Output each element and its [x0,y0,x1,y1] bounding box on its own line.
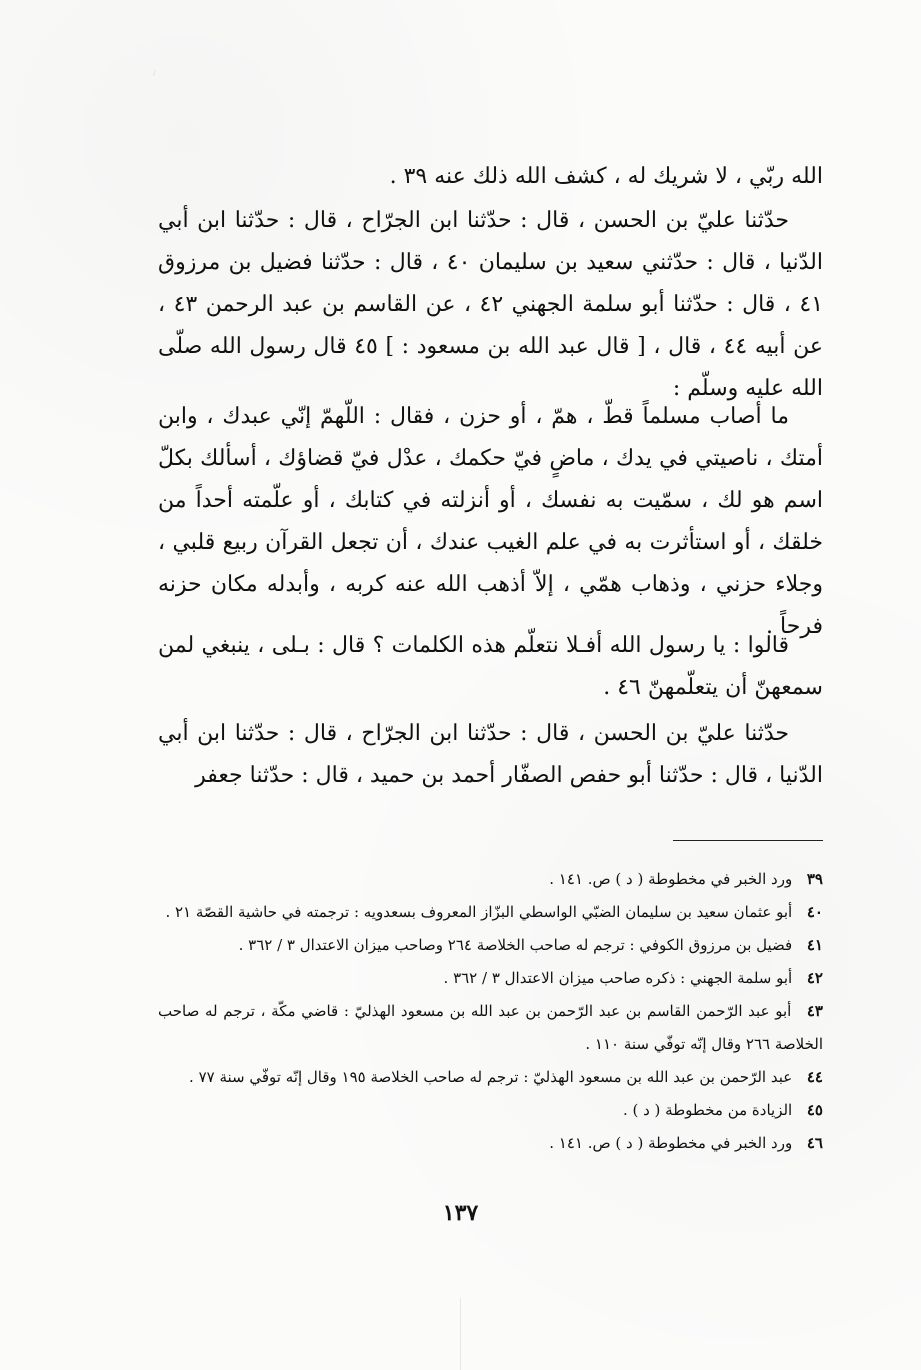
footnote-44 [158,1061,823,1094]
footnote-text: الزيادة من مخطوطة ( د ) . [622,1101,793,1119]
scan-artifact-mark [153,70,156,76]
page-number: ١٣٧ [442,1200,479,1226]
paragraph-1: الله ربّي ، لا شريك له ، كشف الله ذلك عنه ٣٩ . [389,164,823,189]
footnote-text: فضيل بن مرزوق الكوفي : ترجم له صاحب الخلاصة ٢٦٤ وصاحب ميزان الاعتدال ٣ / ٣٦٢ . [238,936,793,954]
scan-artifact-line [460,1298,461,1370]
paragraph-4: قالوا : يا رسول الله أفـلا نتعلّم هذه الكلمات ؟ قال : بـلى ، ينبغي لمن سمعهنّ أن يتعلّمهنّ ٤٦ . [158,633,823,700]
footnote-number: ٤٣ [806,1002,823,1020]
footnote-39 [158,863,823,896]
footnote-number: ٤٢ [806,969,823,987]
footnote-45 [158,1094,823,1127]
footnote-text: أبو سلمة الجهني : ذكره صاحب ميزان الاعتدال ٣ / ٣٦٢ . [443,969,793,987]
footnote-text: ورد الخبر في مخطوطة ( د ) ص. ١٤١ . [549,870,793,888]
footnote-41 [158,929,823,962]
footnote-42 [158,962,823,995]
main-text-block [158,156,823,198]
isnad-paragraph [158,200,823,410]
footnotes-section [158,863,823,1160]
footnote-text: عبد الرّحمن بن عبد الله بن مسعود الهذليّ : ترجم له صاحب الخلاصة ١٩٥ وقال إنّه توفّي سنة ٧٧ . [189,1068,793,1086]
footnote-number: ٣٩ [806,870,823,888]
footnote-number: ٤٥ [806,1101,823,1119]
footnote-number: ٤٦ [806,1134,823,1152]
paragraph-5: حدّثنا عليّ بن الحسن ، قال : حدّثنا ابن الجرّاح ، قال : حدّثنا ابن أبي الدّنيا ، قال : حدّثنا أبو حفص الصفّار أحمد بن حميد ، قال : حدّثنا جعفر [158,721,823,788]
paragraph-2: حدّثنا عليّ بن الحسن ، قال : حدّثنا ابن الجرّاح ، قال : حدّثنا ابن أبي الدّنيا ، قال : حدّثني سعيد بن سليمان ٤٠ ، قال : حدّثنا فضيل بن مرزوق ٤١ ، قال : حدّثنا أبو سلمة الجهني ٤٢ ، عن القاسم بن عبد الرحمن ٤٣ ، عن أبيه ٤٤ ، قال ، [ قال عبد الله بن مسعود : ] ٤٥ قال رسول الله صلّى الله عليه وسلّم : [158,208,824,401]
footnote-number: ٤١ [806,936,823,954]
dua-paragraph [158,396,823,648]
footnote-number: ٤٠ [806,903,823,921]
footnote-divider [673,840,823,841]
question-answer-paragraph [158,625,823,709]
footnote-46 [158,1127,823,1160]
footnote-text: ورد الخبر في مخطوطة ( د ) ص. ١٤١ . [549,1134,793,1152]
paragraph-3: ما أصاب مسلماً قطّ ، همّ ، أو حزن ، فقال : اللّهمّ إنّي عبدك ، وابن أمتك ، ناصيتي في يدك ، ماضٍ فيّ حكمك ، عدْل فيّ قضاؤك ، أسألك بكلّ اسم هو لك ، سمّيت به نفسك ، أو أنزلته في كتابك ، أو علّمته أحداً من خلقك ، أو استأثرت به في علم الغيب عندك ، أن تجعل القرآن ربيع قلبي ، وجلاء حزني ، وذهاب همّي ، إلاّ أذهب الله عنه كربه ، وأبدله مكان حزنه فرحاً . [158,404,823,639]
footnote-43 [158,995,823,1061]
footnote-text: أبو عبد الرّحمن القاسم بن عبد الرّحمن بن عبد الله بن مسعود الهذليّ : قاضي مكّة ، ترجم له صاحب الخلاصة ٢٦٦ وقال إنّه توفّي سنة ١١٠ . [158,1002,823,1053]
footnote-number: ٤٤ [806,1068,823,1086]
footnote-40 [158,896,823,929]
footnote-text: أبو عثمان سعيد بن سليمان الضبّي الواسطي البزّاز المعروف بسعدويه : ترجمته في حاشية القصّة ٢١ . [165,903,793,921]
second-isnad-paragraph [158,713,823,797]
